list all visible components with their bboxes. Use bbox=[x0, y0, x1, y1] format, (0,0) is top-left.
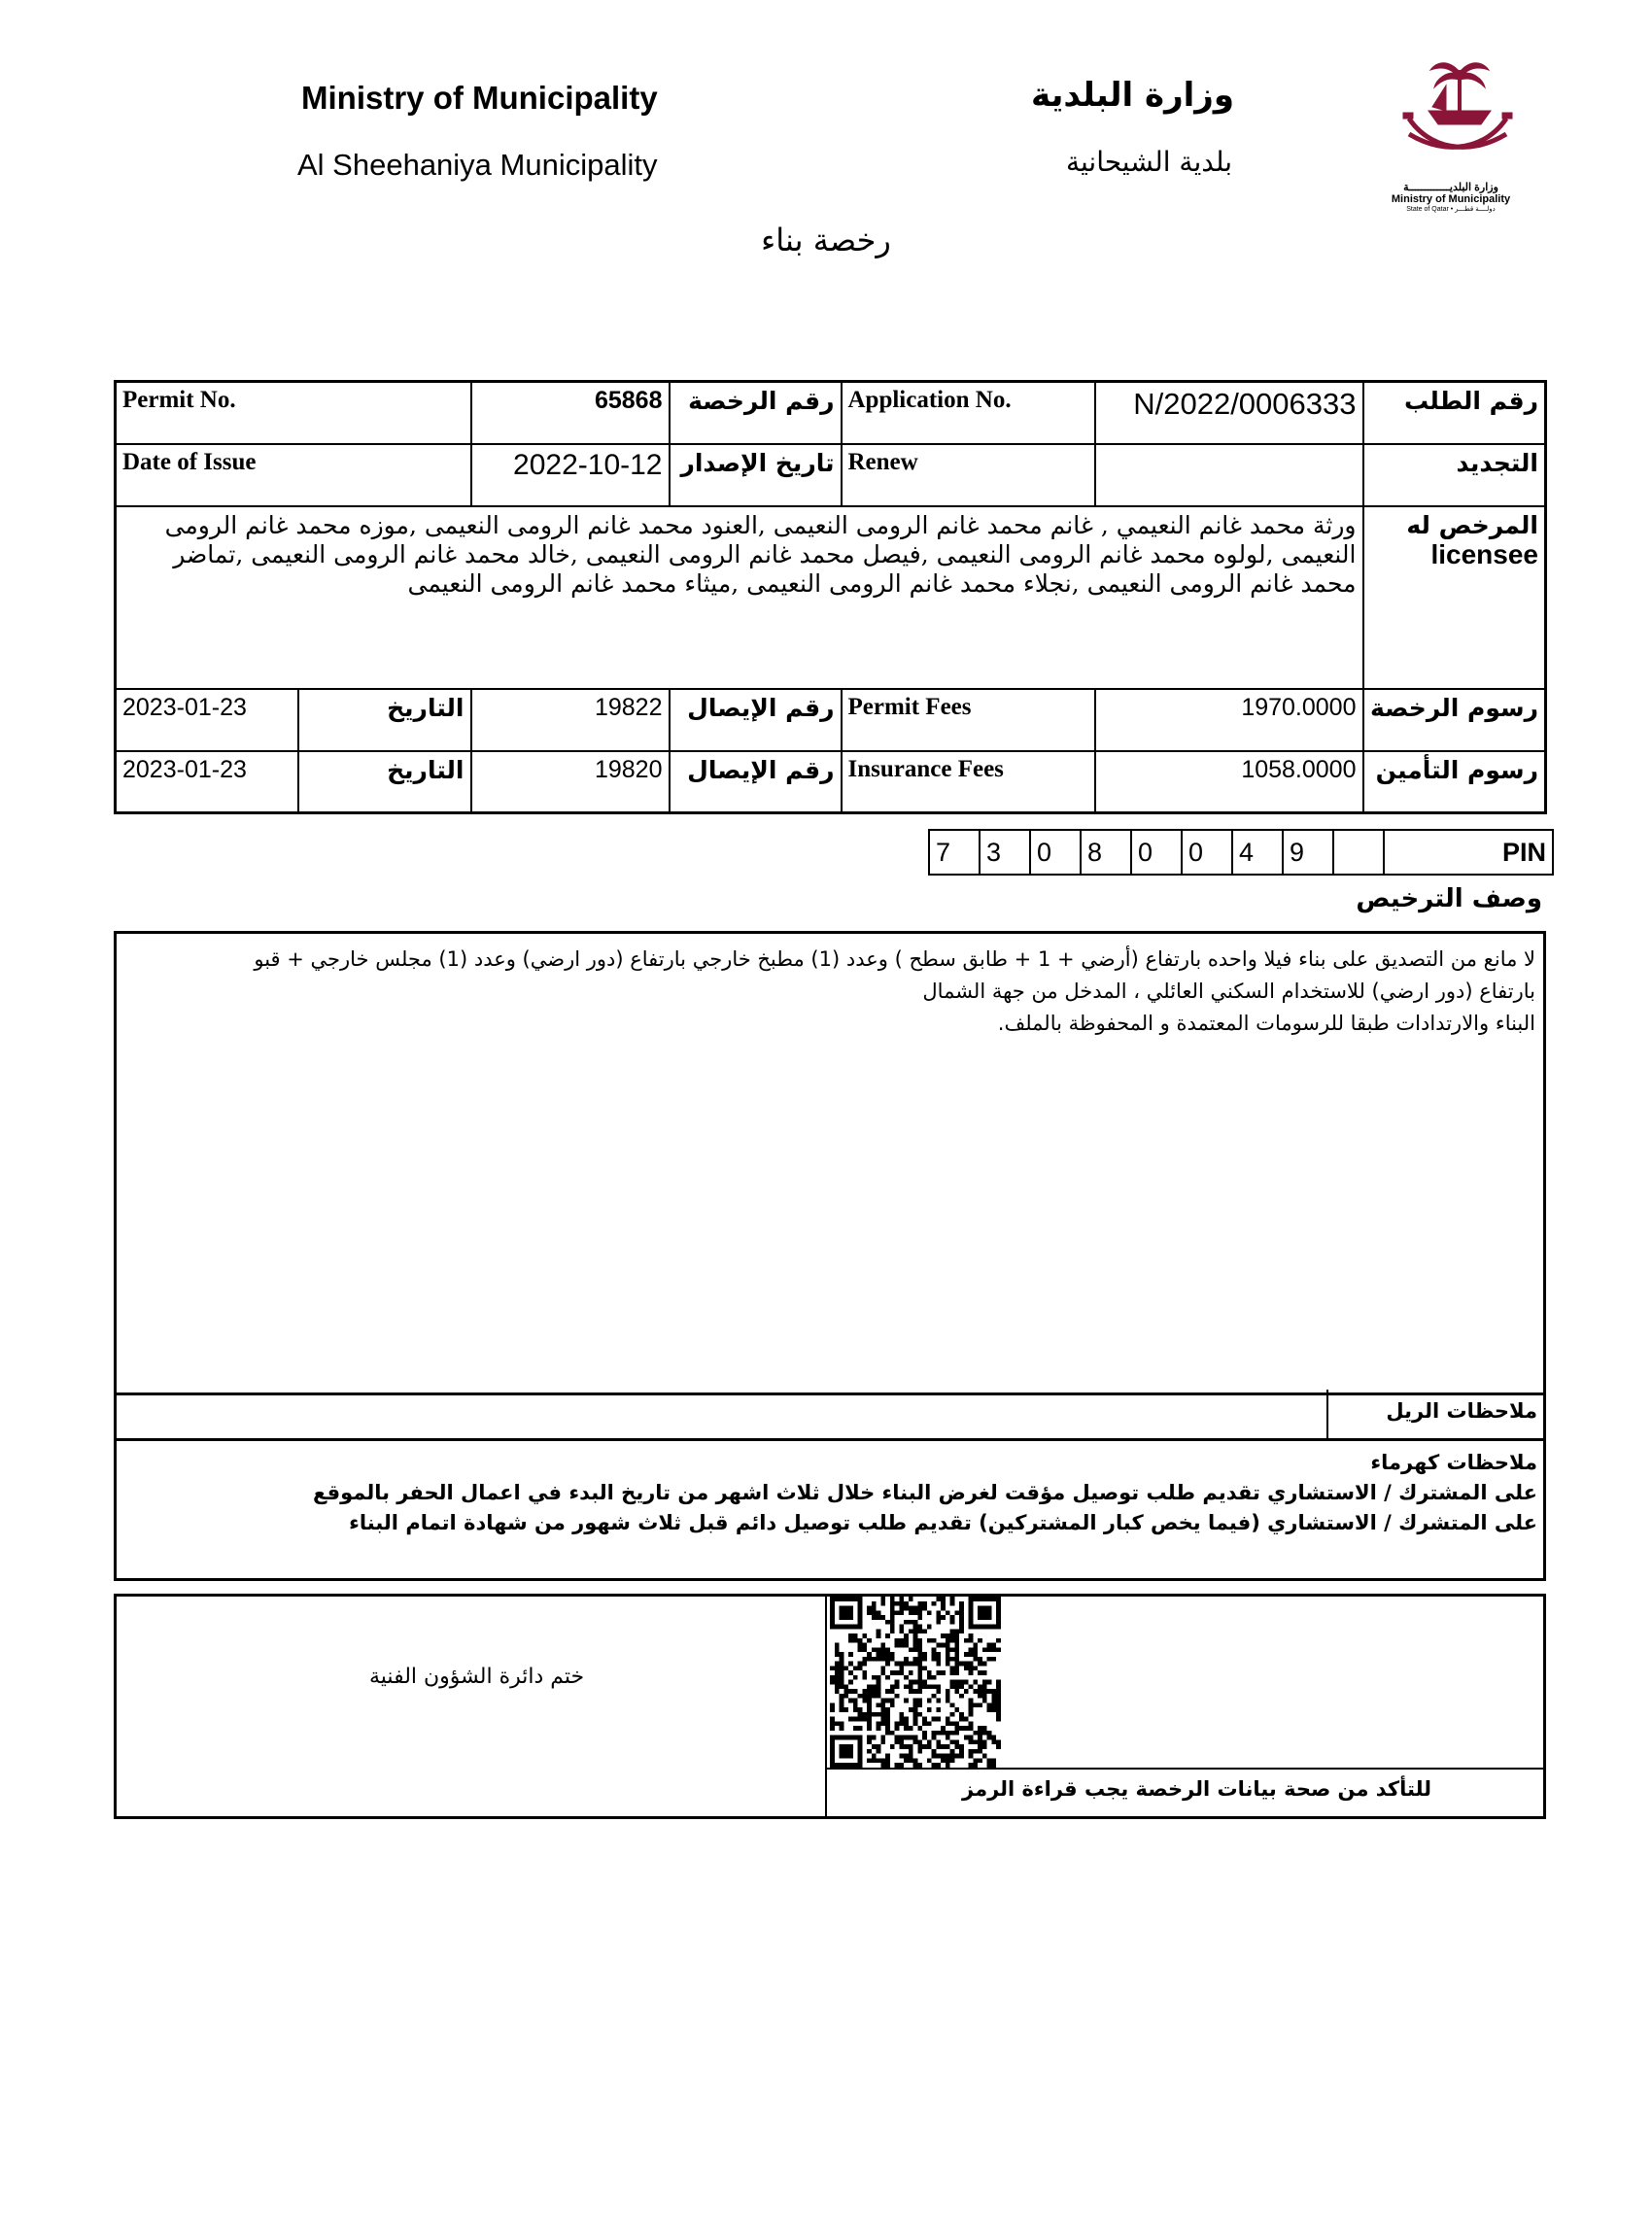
date-of-issue-label: Date of Issue bbox=[116, 444, 471, 506]
licensee-row bbox=[116, 506, 1546, 689]
kahramaa-note-line: على المتشرك / الاستشاري (فيما يخص كبار المشتركين) تقديم طلب توصيل دائم قبل ثلاث شهور من شهادة اتمام البناء bbox=[349, 1511, 1537, 1534]
renew-label: Renew bbox=[842, 444, 1095, 506]
stamp-section bbox=[114, 1594, 1546, 1819]
fee-date-label: التاريخ bbox=[298, 751, 471, 813]
verify-divider bbox=[825, 1768, 1543, 1770]
pin-digit bbox=[1333, 830, 1384, 875]
pin-digit: 4 bbox=[1232, 830, 1283, 875]
logo-caption-en: Ministry of Municipality bbox=[1391, 193, 1511, 205]
permit-no-label-ar: رقم الرخصة bbox=[670, 382, 842, 444]
pin-digit: 3 bbox=[980, 830, 1030, 875]
rail-notes-row bbox=[114, 1390, 1546, 1441]
municipality-name-ar: بلدية الشيحانية bbox=[1065, 146, 1232, 178]
description-heading: وصف الترخيص bbox=[1356, 884, 1542, 913]
fee-receipt-label: رقم الإيصال bbox=[670, 751, 842, 813]
ministry-name-en: Ministry of Municipality bbox=[301, 80, 658, 116]
licensee-label-ar: المرخص له bbox=[1406, 510, 1538, 539]
licensee-label bbox=[1363, 506, 1546, 689]
renew-value bbox=[1095, 444, 1363, 506]
fee-label-ar: رسوم الرخصة bbox=[1363, 689, 1546, 751]
fee-date: 2023-01-23 bbox=[116, 751, 298, 813]
ministry-name-ar: وزارة البلدية bbox=[1030, 76, 1234, 115]
municipality-name-en: Al Sheehaniya Municipality bbox=[297, 148, 658, 182]
fee-date-label: التاريخ bbox=[298, 689, 471, 751]
logo-caption bbox=[1378, 181, 1524, 213]
verification-qr-code[interactable] bbox=[829, 1597, 1002, 1768]
kahramaa-note-line: على المشترك / الاستشاري تقديم طلب توصيل مؤقت لغرض البناء خلال ثلاث اشهر من تاريخ البدء في اعمال الحفر بالموقع bbox=[312, 1481, 1537, 1504]
pin-digit: 0 bbox=[1131, 830, 1182, 875]
kahramaa-notes-box bbox=[114, 1438, 1546, 1581]
fee-row bbox=[116, 751, 1546, 813]
permit-no-label: Permit No. bbox=[116, 382, 471, 444]
fee-label-en: Permit Fees bbox=[842, 689, 1095, 751]
fee-label-ar: رسوم التأمين bbox=[1363, 751, 1546, 813]
permit-details-table bbox=[114, 380, 1547, 814]
issue-row bbox=[116, 444, 1546, 506]
kahramaa-notes-label: ملاحظات كهرماء bbox=[1370, 1451, 1537, 1474]
renew-label-ar: التجديد bbox=[1363, 444, 1546, 506]
application-no-label: Application No. bbox=[842, 382, 1095, 444]
date-of-issue-label-ar: تاريخ الإصدار bbox=[670, 444, 842, 506]
kahramaa-notes bbox=[313, 1448, 1537, 1538]
logo-caption-ar: وزارة البلديـــــــــــــة bbox=[1403, 182, 1498, 193]
pin-digit: 0 bbox=[1182, 830, 1232, 875]
application-no-label-ar: رقم الطلب bbox=[1363, 382, 1546, 444]
fee-receipt-label: رقم الإيصال bbox=[670, 689, 842, 751]
technical-affairs-stamp-label: ختم دائرة الشؤون الفنية bbox=[369, 1665, 585, 1689]
pin-digit: 7 bbox=[929, 830, 980, 875]
fee-amount: 1970.0000 bbox=[1095, 689, 1363, 751]
fee-label-en: Insurance Fees bbox=[842, 751, 1095, 813]
ministry-logo bbox=[1390, 51, 1526, 196]
fee-date: 2023-01-23 bbox=[116, 689, 298, 751]
document-title: رخصة بناء bbox=[761, 222, 891, 258]
licensee-names: ورثة محمد غانم النعيمي , غانم محمد غانم الرومى النعيمى ,العنود محمد غانم الرومى النعيمى ,موزه محمد غانم الرومى النعيمى ,لولوه محمد غانم الرومى النعيمى ,فيصل محمد غانم الرومى النعيمى ,خالد محمد غانم الرومى النعيمى ,تماضر محمد غانم الرومى النعيمى ,نجلاء محمد غانم الرومى النعيمى ,ميثاء محمد غانم الرومى النعيمى bbox=[116, 506, 1363, 689]
fee-receipt-no: 19820 bbox=[471, 751, 670, 813]
fee-amount: 1058.0000 bbox=[1095, 751, 1363, 813]
pin-digit: 8 bbox=[1081, 830, 1131, 875]
permit-row bbox=[116, 382, 1546, 444]
description-box bbox=[114, 931, 1546, 1395]
permit-no-value: 65868 bbox=[471, 382, 670, 444]
rail-divider bbox=[1326, 1390, 1328, 1438]
fee-row bbox=[116, 689, 1546, 751]
licensee-label-en: licensee bbox=[1430, 538, 1538, 569]
application-no-value: N/2022/0006333 bbox=[1095, 382, 1363, 444]
fee-receipt-no: 19822 bbox=[471, 689, 670, 751]
rail-notes-label: ملاحظات الريل bbox=[1386, 1399, 1537, 1423]
pin-digit: 0 bbox=[1030, 830, 1081, 875]
qr-verify-instruction: للتأكد من صحة بيانات الرخصة يجب قراءة الرمز bbox=[962, 1777, 1432, 1801]
pin-digit: 9 bbox=[1283, 830, 1333, 875]
stamp-divider bbox=[825, 1597, 827, 1816]
date-of-issue-value: 2022-10-12 bbox=[471, 444, 670, 506]
pin-table bbox=[928, 829, 1554, 876]
logo-caption-state: State of Qatar • دولــــة قطـــر bbox=[1406, 206, 1496, 213]
description-text: لا مانع من التصديق على بناء فيلا واحده بارتفاع (أرضي + 1 + طابق سطح ) وعدد (1) مطبخ خارجي بارتفاع (دور ارضي) وعدد (1) مجلس خارجي + قبو بارتفاع (دور ارضي) للاستخدام السكني العائلي ، المدخل من جهة الشمال البناء والارتدادات طبقا للرسومات المعتمدة و المحفوظة بالملف. bbox=[254, 947, 1535, 1035]
pin-label: PIN bbox=[1384, 830, 1553, 875]
